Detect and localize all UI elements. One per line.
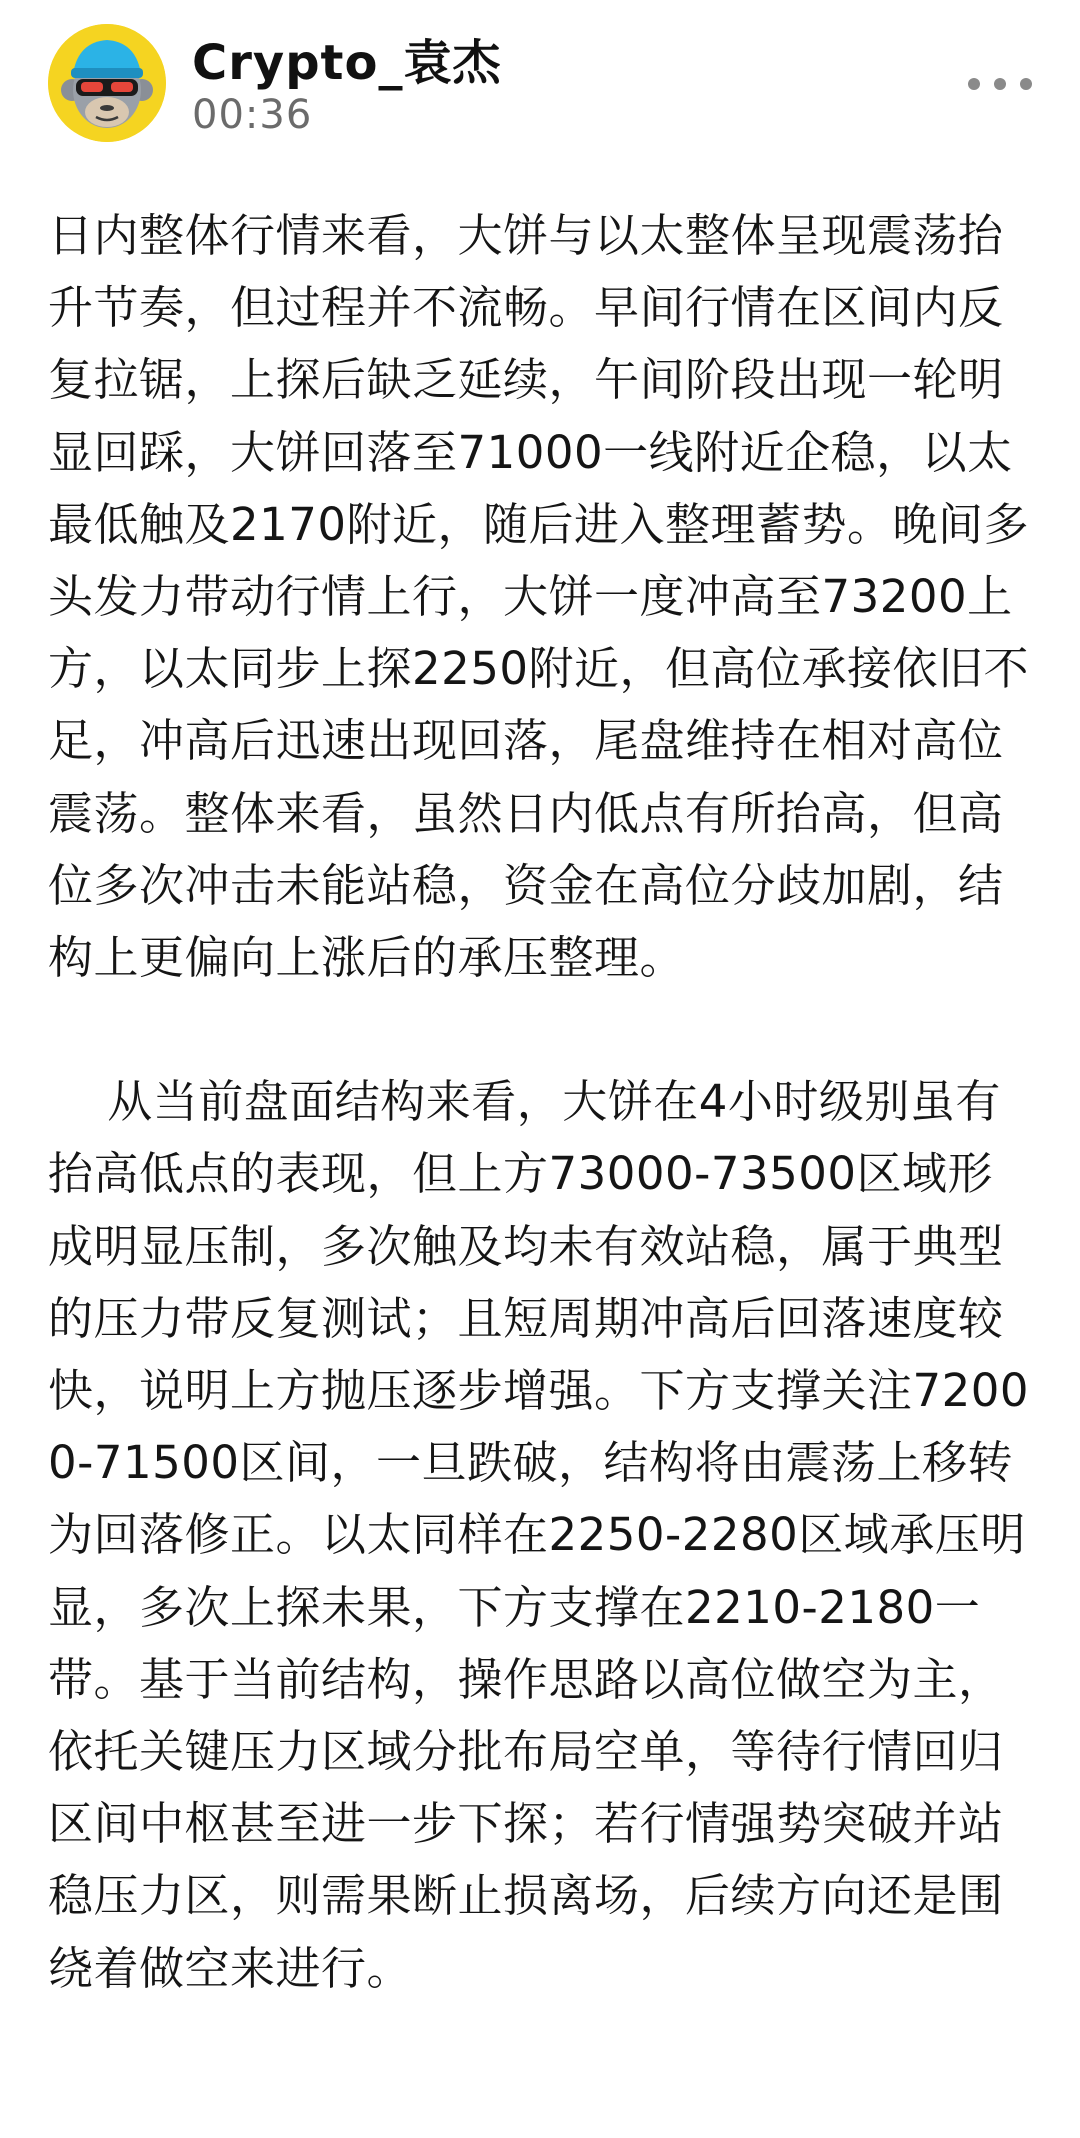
author-name[interactable]: Crypto_袁杰 xyxy=(192,35,502,91)
more-horizontal-icon xyxy=(968,78,980,90)
monkey-avatar-icon[interactable] xyxy=(48,24,166,142)
more-horizontal-icon xyxy=(1020,78,1032,90)
more-options-button[interactable] xyxy=(968,66,1032,102)
post-body xyxy=(48,200,1032,2005)
post-paragraph: 日内整体行情来看，大饼与以太整体呈现震荡抬升节奏，但过程并不流畅。早间行情在区间内反复拉锯，上探后缺乏延续，午间阶段出现一轮明显回踩，大饼回落至71000一线附近企稳，以太最低触及2170附近，随后进入整理蓄势。晚间多头发力带动行情上行，大饼一度冲高至73200上方，以太同步上探2250附近，但高位承接依旧不足，冲高后迅速出现回落，尾盘维持在相对高位震荡。整体来看，虽然日内低点有所抬高，但高位多次冲击未能站稳，资金在高位分歧加剧，结构上更偏向上涨后的承压整理。 xyxy=(48,209,1030,985)
post-paragraph: 从当前盘面结构来看，大饼在4小时级别虽有抬高低点的表现，但上方73000-73500区域形成明显压制，多次触及均未有效站稳，属于典型的压力带反复测试；且短周期冲高后回落速度较快，说明上方抛压逐步增强。下方支撑关注72000-71500区间，一旦跌破，结构将由震荡上移转为回落修正。以太同样在2250-2280区域承压明显，多次上探未果，下方支撑在2210-2180一带。基于当前结构，操作思路以高位做空为主，依托关键压力区域分批布局空单，等待行情回归区间中枢甚至进一步下探；若行情强势突破并站稳压力区，则需果断止损离场，后续方向还是围绕着做空来进行。 xyxy=(48,1075,1030,1995)
post-timestamp: 00:36 xyxy=(192,92,313,138)
post-header xyxy=(0,0,1080,170)
more-horizontal-icon xyxy=(994,78,1006,90)
